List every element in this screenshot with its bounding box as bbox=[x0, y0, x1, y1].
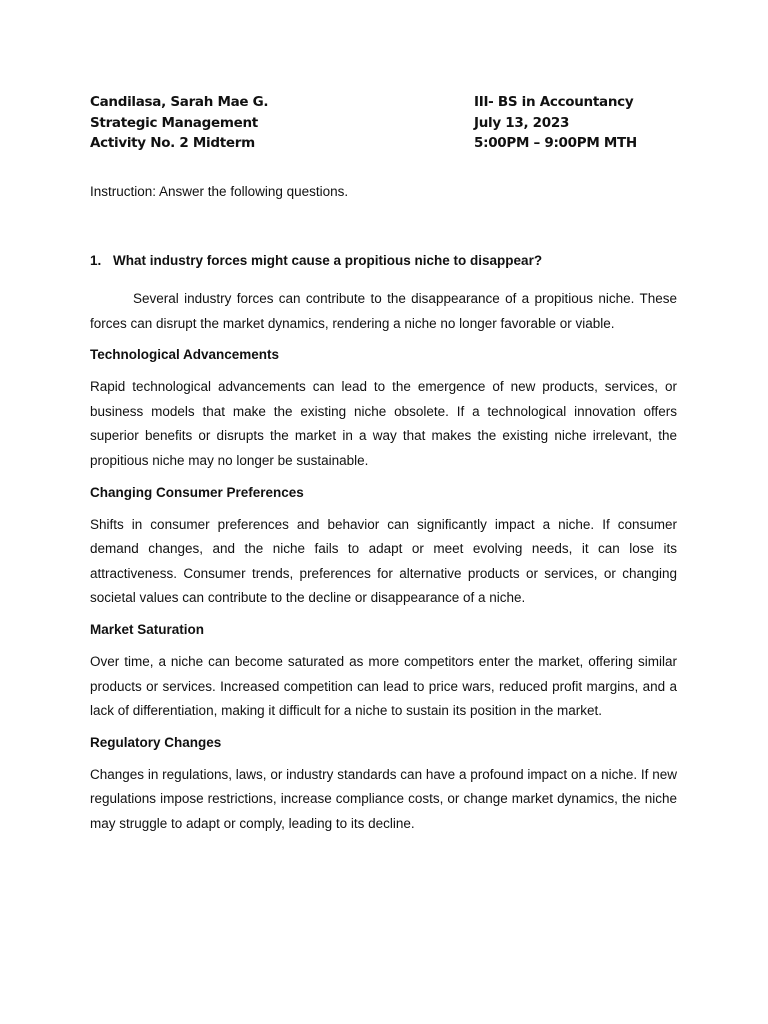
submission-date: July 13, 2023 bbox=[474, 114, 570, 131]
answer-body bbox=[90, 252, 677, 847]
instruction-text: Instruction: Answer the following questions. bbox=[90, 184, 349, 199]
section-heading-regulatory: Regulatory Changes bbox=[90, 734, 222, 750]
question-heading bbox=[90, 252, 677, 270]
section-heading-market-saturation: Market Saturation bbox=[90, 621, 205, 637]
intro-paragraph: Several industry forces can contribute to the disappearance of a propitious niche. These forces can disrupt the market dynamics, rendering a niche no longer favorable or viable. bbox=[90, 291, 677, 331]
section-body-technological: Rapid technological advancements can lead to the emergence of new products, services, or business models that make the existing niche obsolete. If a technological innovation offers superior benefits or disrupts the market in a way that makes the existing niche irrelevant, the propitious niche may no longer be sustainable. bbox=[90, 379, 677, 468]
program-year: III- BS in Accountancy bbox=[474, 94, 634, 110]
section-body-market-saturation: Over time, a niche can become saturated as more competitors enter the market, offering similar products or services. Increased competition can lead to price wars, reduced profit margins, and a lack of differentiation, making it difficult for a niche to sustain its position in the market. bbox=[90, 653, 677, 719]
header-left-block bbox=[90, 92, 268, 154]
class-schedule: 5:00PM – 9:00PM MTH bbox=[474, 135, 637, 151]
section-heading-consumer-preferences: Changing Consumer Preferences bbox=[90, 484, 304, 500]
student-name: Candilasa, Sarah Mae G. bbox=[90, 94, 269, 110]
activity-title: Activity No. 2 Midterm bbox=[90, 135, 255, 151]
course-name: Strategic Management bbox=[90, 114, 258, 131]
section-body-consumer-preferences: Shifts in consumer preferences and behavior can significantly impact a niche. If consumer demand changes, and the niche fails to adapt or meet evolving needs, it can lose its attractiveness. Consumer trends, preferences for alternative products or services, or changing societal values can contribute to the decline or disappearance of a niche. bbox=[90, 516, 677, 606]
question-number: 1. bbox=[90, 253, 102, 268]
section-heading-technological: Technological Advancements bbox=[90, 347, 280, 363]
question-text: What industry forces might cause a propitious niche to disappear? bbox=[113, 253, 543, 268]
section-body-regulatory: Changes in regulations, laws, or industry standards can have a profound impact on a niche. If new regulations impose restrictions, increase compliance costs, or change market dynamics, the niche may struggle to adapt or comply, leading to its decline. bbox=[90, 766, 677, 831]
header-right-block bbox=[474, 92, 637, 154]
